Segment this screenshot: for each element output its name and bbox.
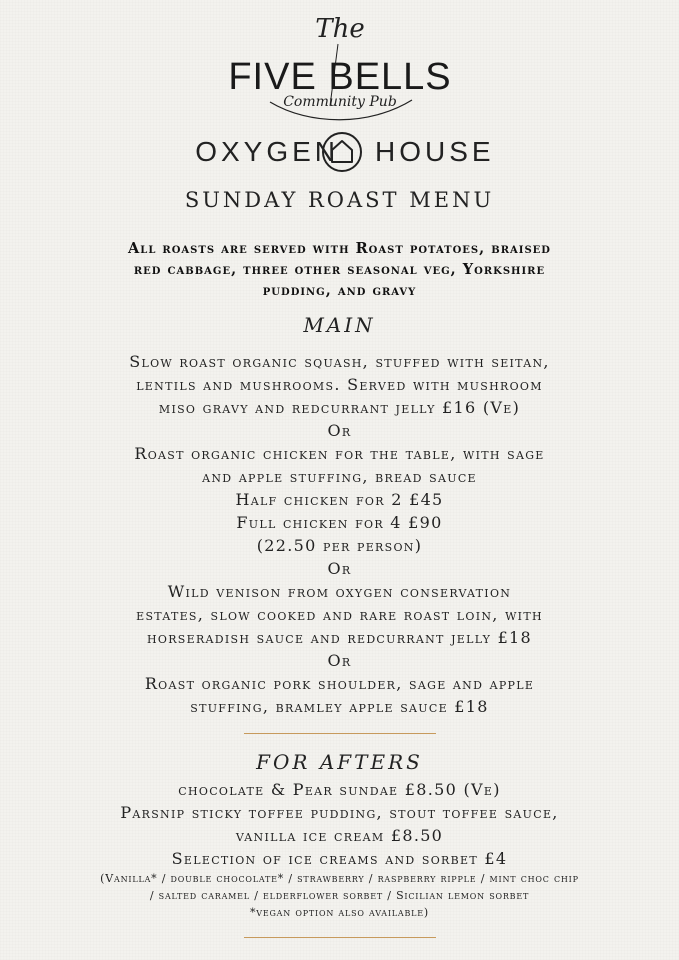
afters-line: vanilla ice cream £8.50 <box>235 826 444 845</box>
brand-left: OXYGEN <box>195 136 339 167</box>
brand-right: HOUSE <box>375 136 495 167</box>
afters-line: Selection of ice creams and sorbet £4 <box>171 849 508 868</box>
main-line: stuffing, bramley apple sauce £18 <box>190 697 489 716</box>
divider-rule <box>244 937 436 938</box>
main-line: miso gravy and redcurrant jelly £16 (Ve) <box>158 398 521 417</box>
oxygen-house-logo <box>0 130 679 174</box>
menu-title: SUNDAY ROAST MENU <box>184 188 495 212</box>
afters-line: chocolate & Pear sundae £8.50 (Ve) <box>178 780 501 799</box>
main-line: horseradish sauce and redcurrant jelly £18 <box>146 628 533 647</box>
house-circle-icon <box>320 130 364 174</box>
main-line: Half chicken for 2 £45 <box>235 490 444 509</box>
logo-name: FIVE BELLS <box>228 56 452 98</box>
main-line: (22.50 per person) <box>256 536 423 555</box>
afters-line: Parsnip sticky toffee pudding, stout toffee sauce, <box>120 803 559 822</box>
main-line: and apple stuffing, bread sauce <box>202 467 477 486</box>
main-line: Or <box>327 421 352 440</box>
main-items <box>0 350 679 718</box>
logo-subtitle: Community Pub <box>283 94 397 110</box>
afters-title: FOR AFTERS <box>256 750 423 774</box>
main-line: Full chicken for 4 £90 <box>236 513 443 532</box>
main-line: Or <box>327 559 352 578</box>
logo-the: The <box>315 14 365 44</box>
main-title: MAIN <box>303 313 376 337</box>
ice-cream-flavours <box>0 870 679 921</box>
main-line: Wild venison from oxygen conservation <box>167 582 512 601</box>
intro-line: pudding, and gravy <box>262 282 417 299</box>
flavour-line: *vegan option also available) <box>249 906 430 919</box>
intro-line: red cabbage, three other seasonal veg, Yorkshire <box>133 261 546 278</box>
main-line: Or <box>327 651 352 670</box>
divider-rule <box>244 733 436 734</box>
flavour-line: (Vanilla* / double chocolate* / strawberry / raspberry ripple / mint choc chip <box>100 872 579 885</box>
main-line: estates, slow cooked and rare roast loin, with <box>136 605 543 624</box>
five-bells-logo <box>200 14 480 134</box>
main-line: lentils and mushrooms. Served with mushroom <box>136 375 543 394</box>
afters-items <box>0 778 679 870</box>
intro-text <box>60 238 619 301</box>
main-line: Roast organic chicken for the table, with sage <box>134 444 545 463</box>
flavour-line: / salted caramel / elderflower sorbet / Sicilian lemon sorbet <box>149 889 530 902</box>
main-line: Slow roast organic squash, stuffed with seitan, <box>129 352 550 371</box>
intro-line: All roasts are served with Roast potatoes, braised <box>128 240 551 257</box>
main-line: Roast organic pork shoulder, sage and apple <box>144 674 535 693</box>
